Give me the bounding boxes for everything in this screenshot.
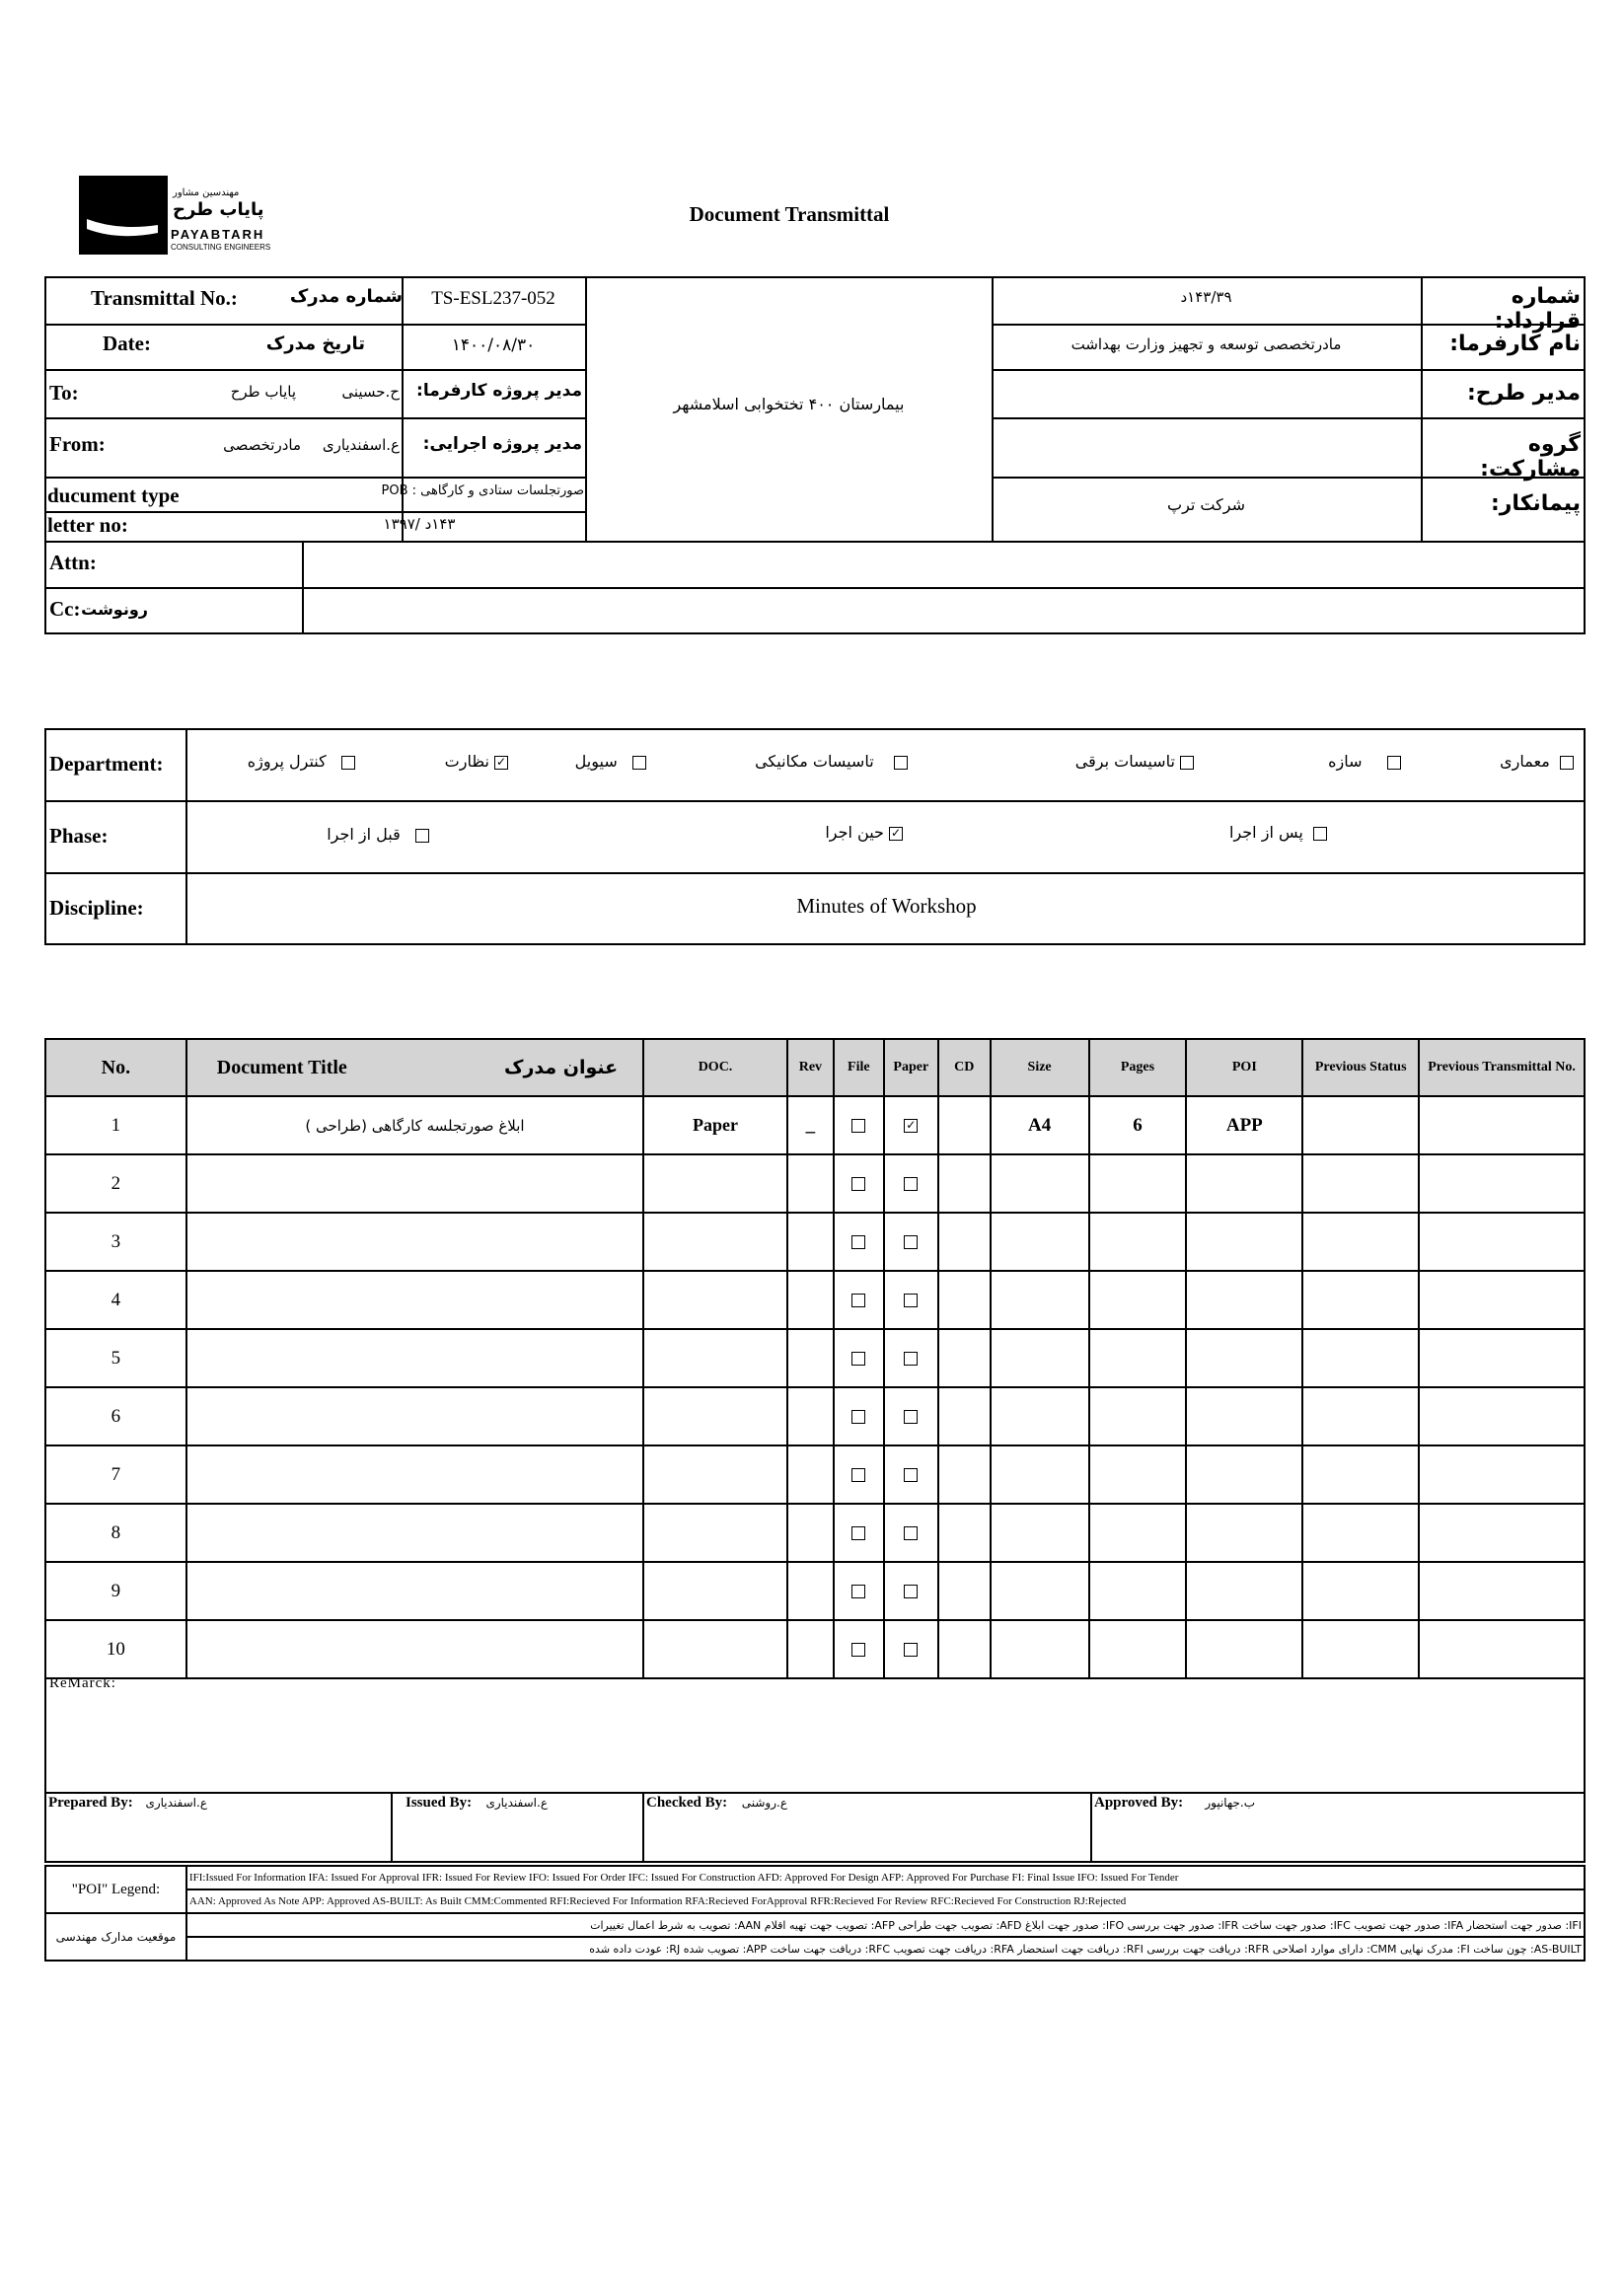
row-title <box>186 1271 643 1329</box>
row-title <box>186 1387 643 1445</box>
row-file <box>834 1096 884 1154</box>
department-label: Department: <box>49 752 164 776</box>
legend-en-line1: IFI:Issued For Information IFA: Issued For Approval IFR: Issued For Review IFO: Issued For Order IFC: Issued For Construction AFD: Approved For Design AFP: Approved For Purchase FI: Final Issue IFO: Issued For Tender <box>186 1866 1585 1889</box>
file-checkbox[interactable] <box>851 1235 865 1249</box>
file-checkbox[interactable] <box>851 1119 865 1133</box>
row-pages <box>1089 1213 1187 1271</box>
row-doc <box>643 1387 787 1445</box>
row-no: 1 <box>45 1096 186 1154</box>
info-block <box>44 276 1586 634</box>
row-previous-transmittal <box>1419 1213 1585 1271</box>
row-cd <box>938 1445 991 1504</box>
paper-checkbox[interactable] <box>904 1585 918 1598</box>
row-paper <box>884 1213 938 1271</box>
row-previous-transmittal <box>1419 1096 1585 1154</box>
header-no: No. <box>45 1039 186 1096</box>
header-doc: DOC. <box>643 1039 787 1096</box>
paper-checkbox[interactable] <box>904 1410 918 1424</box>
file-checkbox[interactable] <box>851 1585 865 1598</box>
row-paper <box>884 1620 938 1678</box>
header-poi: POI <box>1186 1039 1302 1096</box>
transmittal-no-label-fa: شماره مدرک <box>289 286 403 307</box>
header-paper: Paper <box>884 1039 938 1096</box>
paper-checkbox[interactable] <box>904 1352 918 1366</box>
row-size <box>991 1504 1089 1562</box>
legend-fa-line1: IFI: صدور جهت استحضار IFA: صدور جهت تصویب IFC: صدور جهت ساخت IFR: صدور جهت بررسی IFO: صدور جهت ابلاغ AFD: تصویب جهت طراحی AFP: تصویب جهت تهیه اقلام AAN: تصویب به شرط اعمال تغییرات <box>186 1913 1585 1937</box>
row-size <box>991 1387 1089 1445</box>
row-paper <box>884 1387 938 1445</box>
row-poi <box>1186 1271 1302 1329</box>
row-file <box>834 1329 884 1387</box>
logo-en-sub: CONSULTING ENGINEERS <box>171 243 271 252</box>
checked-by-value: ع.روشنی <box>741 1796 787 1810</box>
header-document-title <box>186 1039 643 1096</box>
row-paper <box>884 1154 938 1213</box>
discipline-label: Discipline: <box>49 896 144 920</box>
row-cd <box>938 1620 991 1678</box>
department-option-architecture[interactable]: معماری <box>1436 752 1574 771</box>
poi-legend-table <box>44 1865 1586 1962</box>
row-doc <box>643 1329 787 1387</box>
row-previous-status <box>1302 1096 1419 1154</box>
row-poi: APP <box>1186 1096 1302 1154</box>
doc-type-label: ducument type <box>47 483 180 507</box>
header-cd: CD <box>938 1039 991 1096</box>
prepared-by-value: ع.اسفندیاری <box>145 1796 207 1810</box>
file-checkbox[interactable] <box>851 1177 865 1191</box>
row-previous-status <box>1302 1620 1419 1678</box>
employer-value: مادرتخصصی توسعه و تجهیز وزارت بهداشت <box>1070 335 1342 353</box>
row-no: 7 <box>45 1445 186 1504</box>
paper-checkbox[interactable] <box>904 1177 918 1191</box>
partner-group-label: گروه مشارکت: <box>1480 432 1581 481</box>
department-checkbox-project-control[interactable] <box>341 756 355 770</box>
paper-checkbox[interactable] <box>904 1294 918 1307</box>
to-label: To: <box>49 381 79 405</box>
row-title <box>186 1329 643 1387</box>
row-cd <box>938 1213 991 1271</box>
row-pages <box>1089 1620 1187 1678</box>
row-previous-transmittal <box>1419 1154 1585 1213</box>
table-row <box>45 1562 1585 1620</box>
row-poi <box>1186 1329 1302 1387</box>
row-title <box>186 1154 643 1213</box>
logo-en-name: PAYABTARH <box>171 227 265 242</box>
row-title: ابلاغ صورتجلسه کارگاهی (طراحی ) <box>186 1096 643 1154</box>
row-pages <box>1089 1329 1187 1387</box>
row-paper <box>884 1504 938 1562</box>
contract-no-label: شماره قرارداد: <box>1494 284 1581 333</box>
row-size <box>991 1154 1089 1213</box>
header-previous-transmittal: Previous Transmittal No. <box>1419 1039 1585 1096</box>
transmittal-no-label: Transmittal No.: <box>91 286 238 310</box>
department-option-supervision[interactable]: ✓ نظارت <box>444 752 507 771</box>
row-previous-status <box>1302 1213 1419 1271</box>
checked-by-label: Checked By: <box>646 1795 728 1811</box>
table-row <box>45 1271 1585 1329</box>
row-title <box>186 1620 643 1678</box>
date-value: ۱۴۰۰/۰۸/۳۰ <box>451 335 536 355</box>
row-title <box>186 1562 643 1620</box>
row-paper <box>884 1445 938 1504</box>
row-rev <box>787 1445 834 1504</box>
row-poi <box>1186 1562 1302 1620</box>
row-doc <box>643 1154 787 1213</box>
date-label-fa: تاریخ مدرک <box>265 333 365 354</box>
row-rev: _ <box>787 1096 834 1154</box>
row-file <box>834 1445 884 1504</box>
row-doc <box>643 1213 787 1271</box>
row-poi <box>1186 1387 1302 1445</box>
header-previous-status: Previous Status <box>1302 1039 1419 1096</box>
from-value: مادرتخصصی <box>223 436 301 454</box>
row-rev <box>787 1504 834 1562</box>
row-pages <box>1089 1562 1187 1620</box>
phase-checkbox-pre[interactable] <box>415 829 429 843</box>
header-file: File <box>834 1039 884 1096</box>
phase-options <box>197 823 1579 851</box>
logo-fa-name: پایاب طرح <box>173 199 264 220</box>
row-rev <box>787 1154 834 1213</box>
department-checkbox-electrical[interactable] <box>1180 756 1194 770</box>
phase-label: Phase: <box>49 824 109 848</box>
row-previous-transmittal <box>1419 1387 1585 1445</box>
row-doc <box>643 1271 787 1329</box>
row-previous-status <box>1302 1271 1419 1329</box>
row-pages <box>1089 1504 1187 1562</box>
row-doc <box>643 1620 787 1678</box>
file-checkbox[interactable] <box>851 1410 865 1424</box>
company-logo <box>79 176 301 259</box>
paper-checkbox[interactable]: ✓ <box>906 1118 917 1133</box>
row-size <box>991 1620 1089 1678</box>
row-paper <box>884 1329 938 1387</box>
paper-checkbox[interactable] <box>904 1468 918 1482</box>
row-file <box>834 1504 884 1562</box>
paper-checkbox[interactable] <box>904 1526 918 1540</box>
row-previous-status <box>1302 1562 1419 1620</box>
row-pages <box>1089 1154 1187 1213</box>
table-row <box>45 1445 1585 1504</box>
header-size: Size <box>991 1039 1089 1096</box>
row-size: A4 <box>991 1096 1089 1154</box>
file-checkbox[interactable] <box>851 1294 865 1307</box>
design-manager-label: مدیر طرح: <box>1467 381 1581 406</box>
row-no: 10 <box>45 1620 186 1678</box>
row-rev <box>787 1562 834 1620</box>
document-table <box>44 1038 1586 1679</box>
row-title <box>186 1213 643 1271</box>
department-option-project-control[interactable]: کنترل پروژه <box>237 752 355 771</box>
header-pages: Pages <box>1089 1039 1187 1096</box>
department-checkbox-architecture[interactable] <box>1560 756 1574 770</box>
row-previous-transmittal <box>1419 1271 1585 1329</box>
to-value: پایاب طرح <box>230 383 296 401</box>
row-pages <box>1089 1445 1187 1504</box>
file-checkbox[interactable] <box>851 1468 865 1482</box>
from-role: مدیر پروژه اجرایی: <box>422 434 582 454</box>
row-rev <box>787 1387 834 1445</box>
department-option-electrical[interactable]: تاسیسات برقی <box>1006 752 1194 771</box>
department-checkbox-structure[interactable] <box>1387 756 1401 770</box>
from-person: ع.اسفندیاری <box>322 436 400 454</box>
header-rev: Rev <box>787 1039 834 1096</box>
doc-type-value: صورتجلسات ستادی و کارگاهی : POB <box>381 483 584 498</box>
row-title <box>186 1445 643 1504</box>
row-cd <box>938 1504 991 1562</box>
row-file <box>834 1213 884 1271</box>
row-no: 3 <box>45 1213 186 1271</box>
row-previous-status <box>1302 1445 1419 1504</box>
row-cd <box>938 1096 991 1154</box>
row-title <box>186 1504 643 1562</box>
row-no: 8 <box>45 1504 186 1562</box>
row-rev <box>787 1213 834 1271</box>
row-doc <box>643 1562 787 1620</box>
row-previous-transmittal <box>1419 1562 1585 1620</box>
remark-label: ReMarck: <box>49 1675 116 1691</box>
row-file <box>834 1154 884 1213</box>
row-paper <box>884 1096 938 1154</box>
page-title: Document Transmittal <box>689 202 890 226</box>
issued-by-label: Issued By: <box>406 1795 473 1811</box>
row-doc: Paper <box>643 1096 787 1154</box>
table-row <box>45 1096 1585 1154</box>
row-rev <box>787 1329 834 1387</box>
employer-label: نام کارفرما: <box>1449 332 1581 356</box>
row-size <box>991 1271 1089 1329</box>
letter-no-label: letter no: <box>47 513 128 537</box>
row-cd <box>938 1329 991 1387</box>
table-header-row <box>45 1039 1585 1096</box>
payabtarh-logo-icon <box>79 176 168 255</box>
phase-option-post[interactable]: پس از اجرا <box>1214 823 1327 842</box>
row-pages <box>1089 1271 1187 1329</box>
row-cd <box>938 1154 991 1213</box>
project-name: بیمارستان ۴۰۰ تختخوابی اسلامشهر <box>673 395 905 413</box>
contract-no-value: ۱۴۳/۳۹د <box>1180 288 1232 306</box>
approved-by-value: ب.جهانپور <box>1205 1796 1255 1810</box>
row-file <box>834 1562 884 1620</box>
table-row <box>45 1329 1585 1387</box>
header-title-fa: عنوان مدرک <box>503 1056 619 1078</box>
department-checkbox-mechanical[interactable] <box>894 756 908 770</box>
row-no: 2 <box>45 1154 186 1213</box>
remark-box <box>44 1674 1586 1794</box>
from-label: From: <box>49 432 106 456</box>
poi-legend-label: "POI" Legend: <box>45 1866 186 1913</box>
transmittal-no-value: TS-ESL237-052 <box>431 288 555 309</box>
row-previous-transmittal <box>1419 1445 1585 1504</box>
row-cd <box>938 1562 991 1620</box>
row-poi <box>1186 1504 1302 1562</box>
row-cd <box>938 1387 991 1445</box>
paper-checkbox[interactable] <box>904 1235 918 1249</box>
signature-row <box>44 1792 1586 1863</box>
prepared-by-label: Prepared By: <box>48 1795 133 1811</box>
file-checkbox[interactable] <box>851 1352 865 1366</box>
contractor-value: شرکت ترپ <box>1167 495 1245 514</box>
issued-by-value: ع.اسفندیاری <box>485 1796 548 1810</box>
row-doc <box>643 1445 787 1504</box>
row-previous-status <box>1302 1154 1419 1213</box>
phase-checkbox-post[interactable] <box>1313 827 1327 841</box>
file-checkbox[interactable] <box>851 1643 865 1657</box>
row-cd <box>938 1271 991 1329</box>
row-size <box>991 1562 1089 1620</box>
attn-label: Attn: <box>49 551 97 574</box>
department-checkbox-supervision[interactable]: ✓ <box>495 754 507 769</box>
header-title-en: Document Title <box>216 1056 347 1078</box>
row-file <box>834 1271 884 1329</box>
date-label: Date: <box>103 332 151 355</box>
to-person: ح.حسینی <box>341 383 400 401</box>
letter-no-value: ۱۴۳د /۱۳۹۷ <box>383 515 456 533</box>
discipline-value: Minutes of Workshop <box>796 894 977 918</box>
row-no: 6 <box>45 1387 186 1445</box>
department-option-structure[interactable]: سازه <box>1243 752 1401 771</box>
row-file <box>834 1387 884 1445</box>
cc-label: Cc: <box>49 597 81 621</box>
department-checkbox-civil[interactable] <box>632 756 646 770</box>
row-previous-status <box>1302 1387 1419 1445</box>
row-size <box>991 1213 1089 1271</box>
row-rev <box>787 1271 834 1329</box>
department-options <box>197 752 1579 779</box>
row-doc <box>643 1504 787 1562</box>
table-row <box>45 1620 1585 1678</box>
row-previous-status <box>1302 1504 1419 1562</box>
row-size <box>991 1445 1089 1504</box>
legend-fa-label: موقعیت مدارک مهندسی <box>45 1913 186 1961</box>
department-option-civil[interactable]: سیویل <box>562 752 646 771</box>
table-row <box>45 1154 1585 1213</box>
phase-checkbox-during[interactable]: ✓ <box>890 825 902 840</box>
row-previous-transmittal <box>1419 1504 1585 1562</box>
file-checkbox[interactable] <box>851 1526 865 1540</box>
table-row <box>45 1387 1585 1445</box>
to-role: مدیر پروژه کارفرما: <box>416 381 582 401</box>
row-no: 4 <box>45 1271 186 1329</box>
legend-fa-line2: AS-BUILT: چون ساخت FI: مدرک نهایی CMM: دارای موارد اصلاحی RFR: دریافت جهت بررسی RFI: دریافت جهت استحضار RFA: دریافت جهت تصویب RFC: دریافت جهت ساخت APP: تصویب شده RJ: عودت داده شده <box>186 1937 1585 1961</box>
department-option-mechanical[interactable]: تاسیسات مکانیکی <box>730 752 908 771</box>
row-paper <box>884 1271 938 1329</box>
row-paper <box>884 1562 938 1620</box>
row-no: 9 <box>45 1562 186 1620</box>
row-previous-status <box>1302 1329 1419 1387</box>
row-previous-transmittal <box>1419 1329 1585 1387</box>
phase-option-pre[interactable]: قبل از اجرا <box>316 825 429 844</box>
table-row <box>45 1213 1585 1271</box>
paper-checkbox[interactable] <box>904 1643 918 1657</box>
row-pages <box>1089 1387 1187 1445</box>
row-poi <box>1186 1213 1302 1271</box>
row-poi <box>1186 1445 1302 1504</box>
row-poi <box>1186 1620 1302 1678</box>
row-rev <box>787 1620 834 1678</box>
approved-by-label: Approved By: <box>1094 1795 1184 1811</box>
legend-en-line2: AAN: Approved As Note APP: Approved AS-BUILT: As Built CMM:Commented RFI:Recieved For Information RFA:Recieved ForApproval RFR:Recieved For Review RFC:Recieved For Construction RJ:Rejected <box>186 1889 1585 1913</box>
row-no: 5 <box>45 1329 186 1387</box>
row-size <box>991 1329 1089 1387</box>
row-previous-transmittal <box>1419 1620 1585 1678</box>
table-row <box>45 1504 1585 1562</box>
phase-option-during[interactable]: ✓ حین اجرا <box>825 823 902 842</box>
contractor-label: پیمانکار: <box>1490 491 1581 516</box>
row-poi <box>1186 1154 1302 1213</box>
row-file <box>834 1620 884 1678</box>
logo-fa-small: مهندسین مشاور <box>173 187 240 198</box>
cc-label-fa: رونوشت <box>81 600 148 619</box>
row-pages: 6 <box>1089 1096 1187 1154</box>
